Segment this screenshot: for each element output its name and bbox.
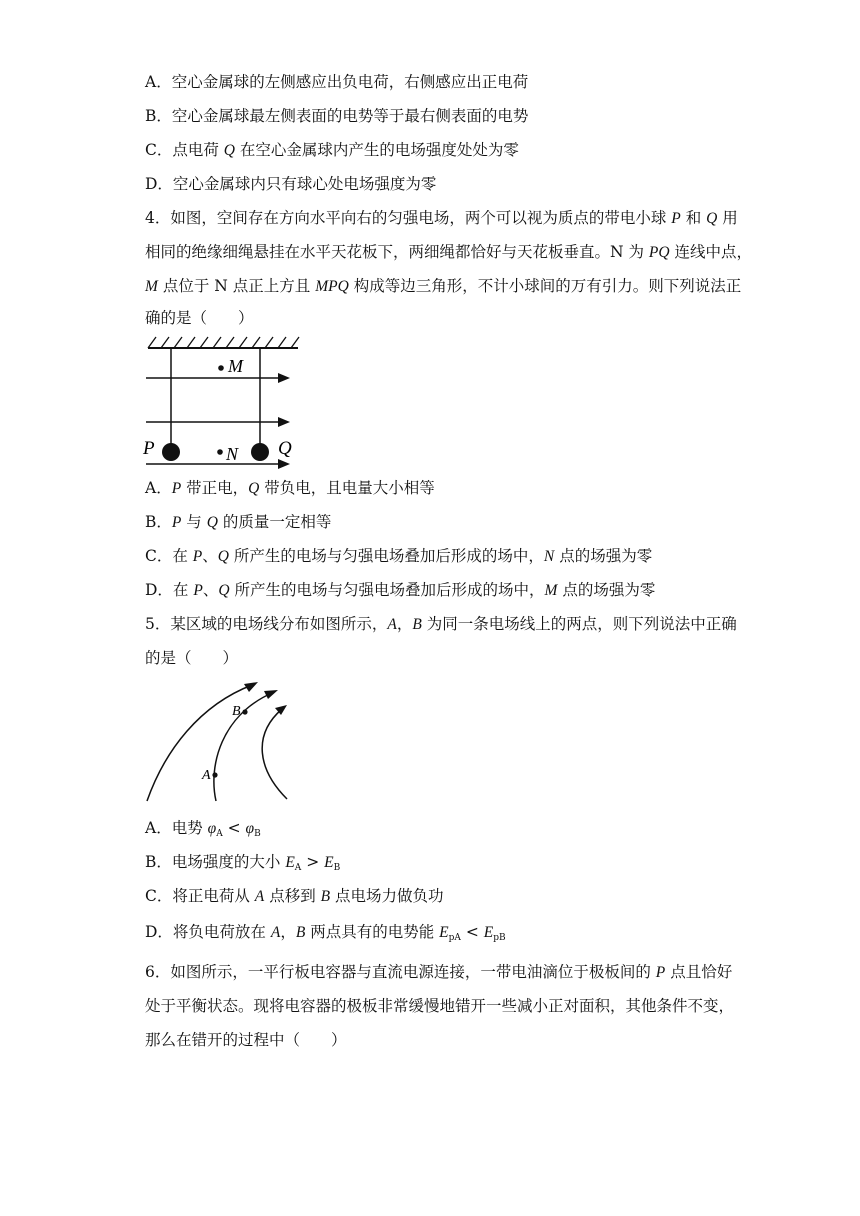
text: 所产生的电场与匀强电场叠加后形成的场中，: [228, 547, 544, 565]
var: MPQ: [315, 278, 349, 295]
text: 两点具有的电势能: [305, 923, 440, 941]
text: D．在: [145, 581, 194, 599]
point-b-dot: [242, 709, 247, 714]
label-m: M: [228, 356, 243, 376]
var: P: [655, 964, 666, 981]
q3-option-b-text: B．空心金属球最左侧表面的电势等于最右侧表面的电势: [145, 107, 529, 125]
text: A．: [145, 479, 172, 497]
text: 点移到: [264, 887, 321, 905]
var: Q: [248, 480, 260, 497]
var: φ: [245, 820, 255, 837]
q4-stem-line-3: [145, 276, 745, 297]
q4-option-d: [145, 580, 745, 601]
text: 相同的绝缘细绳悬挂在水平天花板下，两细绳都恰好与天花板垂直。N 为: [145, 243, 649, 261]
text: C．点电荷: [145, 141, 224, 159]
text: 点的场强为零: [557, 581, 656, 599]
text: 确的是（ ）: [145, 309, 254, 327]
point-n-dot: [217, 449, 223, 455]
text: 点的场强为零: [554, 547, 653, 565]
var: E: [483, 924, 494, 941]
q3-option-d-text: D．空心金属球内只有球心处电场强度为零: [145, 175, 437, 193]
ball-p: [162, 443, 180, 461]
text: 点位于 N 点正上方且: [157, 277, 316, 295]
sub: pA: [448, 933, 461, 943]
text: 、: [202, 581, 219, 599]
q3-option-d: [145, 174, 745, 194]
var: M: [145, 278, 158, 295]
text: 的是（ ）: [145, 649, 239, 667]
q6-stem-line-2: [145, 996, 745, 1016]
point-m-dot: [218, 365, 224, 371]
text: 6．如图所示，一平行板电容器与直流电源连接，一带电油滴位于极板间的: [145, 963, 656, 981]
text: 带正电，: [181, 479, 249, 497]
text: 那么在错开的过程中（ ）: [145, 1031, 347, 1049]
field-line-2: [146, 417, 290, 427]
text: B．电场强度的大小: [145, 853, 286, 871]
q4-figure: [140, 334, 310, 469]
text: C．将正电荷从: [145, 887, 255, 905]
var: P: [171, 480, 182, 497]
q5-stem-line-2: [145, 648, 745, 668]
var: Q: [223, 142, 235, 159]
q4-stem-line-2: [145, 242, 753, 263]
text: 和: [680, 209, 707, 227]
field-line-middle: [214, 693, 272, 801]
label-n: N: [226, 444, 239, 464]
text: C．在: [145, 547, 193, 565]
q3-option-c: [145, 140, 745, 161]
text: 点电场力做负功: [330, 887, 444, 905]
arrowhead-middle: [264, 690, 278, 699]
var: Q: [706, 210, 718, 227]
label-b: B: [232, 704, 241, 719]
text: 的质量一定相等: [217, 513, 332, 531]
q5-figure: [140, 675, 300, 805]
var: A: [387, 616, 397, 633]
var: A: [270, 924, 281, 941]
text: 连线中点，: [669, 243, 753, 261]
sub: A: [216, 829, 223, 839]
text: <: [460, 923, 484, 941]
q3-option-b: [145, 106, 745, 126]
text: 4．如图，空间存在方向水平向右的匀强电场，两个可以视为质点的带电小球: [145, 209, 672, 227]
text: 带负电，且电量大小相等: [259, 479, 435, 497]
q3-option-a-text: A．空心金属球的左侧感应出负电荷，右侧感应出正电荷: [145, 73, 529, 91]
var: M: [544, 582, 558, 599]
text: 、: [202, 547, 218, 565]
sub: B: [333, 863, 341, 873]
var: B: [320, 888, 331, 905]
label-p: P: [143, 438, 155, 459]
point-a-dot: [212, 772, 217, 777]
var: N: [543, 548, 555, 565]
text: 处于平衡状态。现将电容器的极板非常缓慢地错开一些减小正对面积，其他条件不变，: [145, 997, 735, 1015]
var: A: [254, 888, 265, 905]
q5-option-c: [145, 886, 745, 907]
text: <: [222, 819, 246, 837]
text: 与: [181, 513, 207, 531]
q5-option-a: [145, 818, 745, 844]
var: Q: [217, 548, 229, 565]
var: PQ: [648, 244, 670, 261]
text: >: [301, 853, 325, 871]
q5-option-d: [145, 922, 745, 948]
q4-option-a: [145, 478, 745, 499]
text: 为同一条电场线上的两点，则下列说法中正确: [421, 615, 737, 633]
var: B: [295, 924, 306, 941]
text: 在空心金属球内产生的电场强度处处为零: [235, 141, 519, 159]
text: ，: [396, 615, 413, 633]
var: Q: [218, 582, 230, 599]
var: Q: [206, 514, 218, 531]
text: 用: [717, 209, 738, 227]
var: E: [285, 854, 295, 871]
q5-stem-line-1: [145, 614, 745, 635]
q4-figure-svg: [140, 334, 310, 469]
ball-q: [251, 443, 269, 461]
field-line-3: [146, 459, 290, 469]
q6-stem-line-3: [145, 1030, 745, 1050]
text: A．电势: [145, 819, 208, 837]
ceiling-hatch: [148, 337, 299, 348]
label-a: A: [202, 768, 211, 783]
label-q: Q: [278, 438, 292, 459]
var: B: [412, 616, 422, 633]
var: P: [193, 582, 203, 599]
q6-stem-line-1: [145, 962, 745, 983]
text: ，: [280, 923, 296, 941]
text: 构成等边三角形，不计小球间的万有引力。则下列说法正: [348, 277, 742, 295]
var: φ: [207, 820, 217, 837]
text: 点且恰好: [665, 963, 733, 981]
field-line-left: [147, 685, 252, 801]
field-line-1: [146, 373, 290, 383]
q5-option-b: [145, 852, 745, 878]
var: E: [324, 854, 334, 871]
sub: pB: [493, 933, 506, 943]
q5-figure-svg: [140, 675, 300, 805]
text: 所产生的电场与匀强电场叠加后形成的场中，: [229, 581, 545, 599]
var: E: [439, 924, 449, 941]
var: P: [671, 210, 681, 227]
q4-stem-line-4: [145, 308, 745, 328]
q4-option-b: [145, 512, 745, 533]
q3-option-a: [145, 72, 745, 92]
var: P: [171, 514, 182, 531]
sub: A: [294, 863, 302, 873]
field-line-right: [262, 709, 287, 799]
text: B．: [145, 513, 172, 531]
arrowhead-left: [244, 682, 258, 692]
var: P: [192, 548, 203, 565]
text: D．将负电荷放在: [145, 923, 271, 941]
q4-option-c: [145, 546, 745, 567]
q4-stem-line-1: [145, 208, 745, 229]
sub: B: [254, 829, 261, 839]
text: 5．某区域的电场线分布如图所示，: [145, 615, 388, 633]
